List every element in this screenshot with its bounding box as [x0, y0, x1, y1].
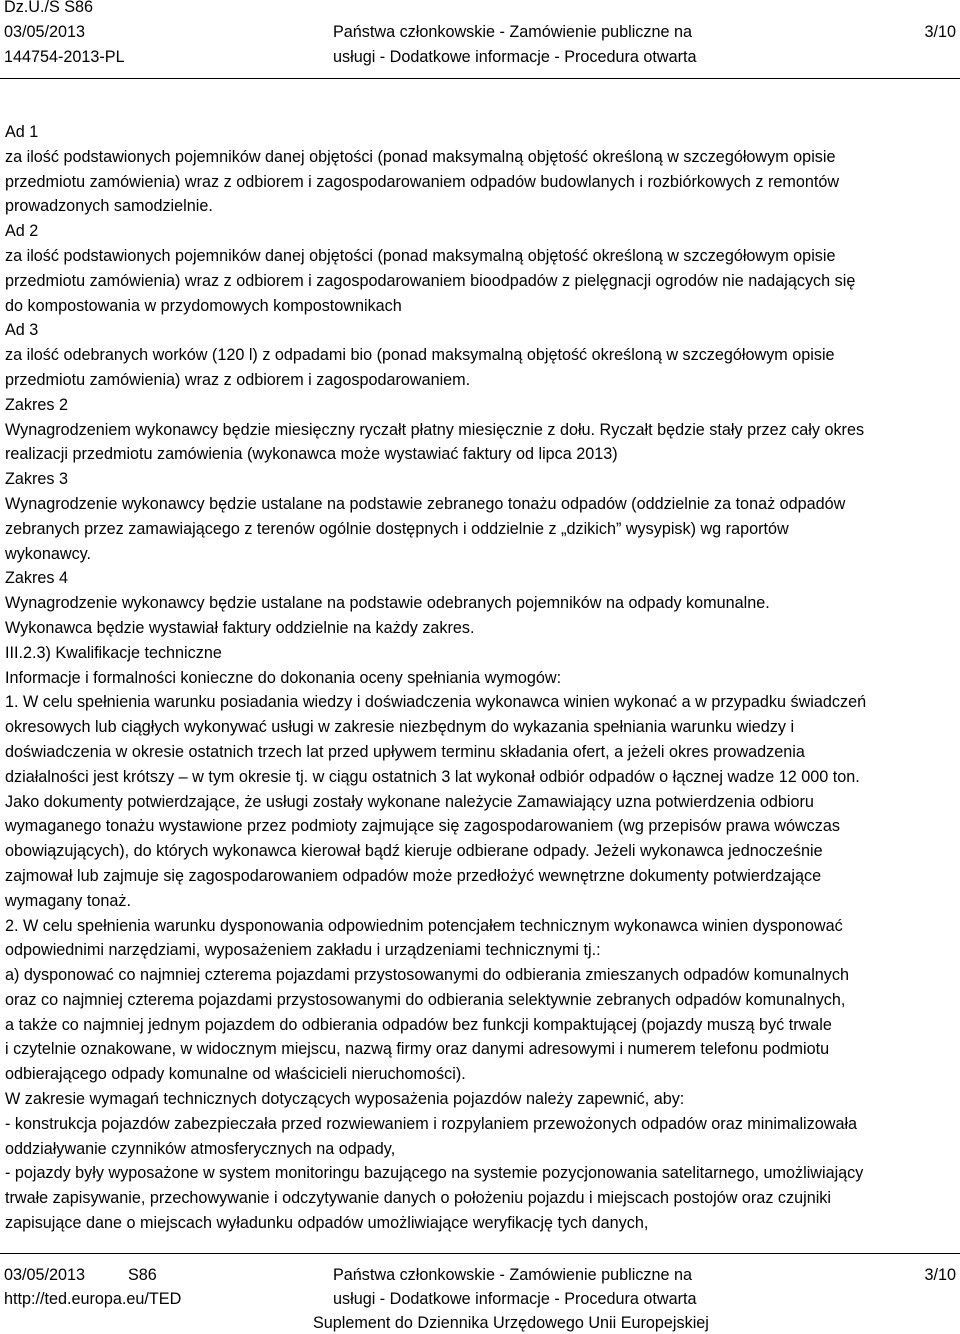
- paragraph: W zakresie wymagań technicznych dotyczących wyposażenia pojazdów należy zapewnić, aby:: [5, 1090, 685, 1109]
- section-heading: III.2.3) Kwalifikacje techniczne: [5, 643, 222, 662]
- document-body: [5, 120, 945, 1236]
- paragraph: Wynagrodzeniem wykonawcy będzie miesięczny ryczałt płatny miesięcznie z dołu. Ryczałt będzie stały przez cały okres realizacji przedmiotu zamówienia (wykonawca może wystawiać faktury od lipca 2013): [5, 420, 865, 464]
- footer-date: 03/05/2013: [4, 1266, 86, 1284]
- header-page-number: 3/10: [924, 23, 956, 41]
- paragraph: - konstrukcja pojazdów zabezpieczała przed rozwiewaniem i rozpylaniem przewożonych odpadów oraz minimalizowała oddziaływanie czynników atmosferycznych na odpady,: [5, 1114, 858, 1158]
- paragraph: Ad 1: [5, 123, 39, 141]
- paragraph: a) dysponować co najmniej czterema pojazdami przystosowanymi do odbierania zmieszanych odpadów komunalnych oraz co najmniej czterema pojazdami przystosowanymi do odbierania selektywnie zebranych odpadów komunalnych, a także co najmniej jednym pojazdem do odbierania odpadów bez funkcji kompaktującej (pojazdy muszą być trwale i czytelnie oznakowane, w widocznym miejscu, nazwą firmy oraz danymi adresowymi i numerem telefonu podmiotu odbierającego odpady komunalne od właścicieli nieruchomości).: [5, 966, 849, 1084]
- footer-series: S86: [128, 1266, 157, 1284]
- paragraph: 2. W celu spełnienia warunku dysponowania odpowiednim potencjałem technicznym wykonawca winien dysponować odpowiednimi narzędziami, wyposażeniem zakładu i urządzeniami technicznymi tj.:: [5, 916, 843, 960]
- footer-title-line2: usługi - Dodatkowe informacje - Procedura otwarta: [333, 1290, 697, 1308]
- footer-rule: [0, 1253, 960, 1254]
- header-title-line2: usługi - Dodatkowe informacje - Procedura otwarta: [333, 48, 697, 66]
- paragraph: Zakres 2: [5, 395, 68, 414]
- header-notice-id: 144754-2013-PL: [4, 48, 125, 66]
- paragraph: Wykonawca będzie wystawiał faktury oddzielnie na każdy zakres.: [5, 618, 475, 637]
- paragraph: Zakres 3: [5, 470, 68, 489]
- paragraph: za ilość podstawionych pojemników danej objętości (ponad maksymalną objętość określoną w szczegółowym opisie przedmiotu zamówienia) wraz z odbiorem i zagospodarowaniem bioodpadów z pielęgnacji ogrodów nie nadających się do kompostowania w przydomowych kompostownikach: [5, 246, 856, 315]
- footer-url-link[interactable]: http://ted.europa.eu/TED: [4, 1290, 182, 1308]
- footer-title-line3: Suplement do Dziennika Urzędowego Unii Europejskiej: [313, 1314, 709, 1332]
- paragraph: za ilość odebranych worków (120 l) z odpadami bio (ponad maksymalną objętość określoną w szczegółowym opisie przedmiotu zamówienia) wraz z odbiorem i zagospodarowaniem.: [5, 346, 835, 389]
- header-date: 03/05/2013: [4, 23, 86, 41]
- paragraph: 1. W celu spełnienia warunku posiadania wiedzy i doświadczenia wykonawca winien wykonać a w przypadku świadczeń okresowych lub ciągłych wykonywać usługi w zakresie niezbędnym do wykazania spełniania warunku wiedzy i doświadczenia w okresie ostatnich trzech lat przed upływem terminu składania ofert, a jeżeli okres prowadzenia działalności jest krótszy – w tym okresie tj. w ciągu ostatnich 3 lat wykonał odbiór odpadów o łącznej wadze 12 000 ton. Jako dokumenty potwierdzające, że usługi zostały wykonane należycie Zamawiający uzna potwierdzenia odbioru wymaganego tonażu wystawione przez podmioty zajmujące się zagospodarowaniem (wg przepisów prawa wówczas obowiązujących), do których wykonawca kierował bądź kieruje odbierane odpady. Jeżeli wykonawca jednocześnie zajmował lub zajmuje się zagospodarowaniem odpadów może przedłożyć wewnętrzne dokumenty potwierdzające wymagany tonaż.: [5, 693, 867, 910]
- header-title-line1: Państwa członkowskie - Zamówienie publiczne na: [333, 23, 692, 41]
- paragraph: Wynagrodzenie wykonawcy będzie ustalane na podstawie odebranych pojemników na odpady komunalne.: [5, 594, 770, 613]
- paragraph: Informacje i formalności konieczne do dokonania oceny spełniania wymogów:: [5, 668, 562, 687]
- paragraph: za ilość podstawionych pojemników danej objętości (ponad maksymalną objętość określoną w szczegółowym opisie przedmiotu zamówienia) wraz z odbiorem i zagospodarowaniem odpadów budowlanych i rozbiórkowych z remontów prowadzonych samodzielnie.: [5, 147, 840, 216]
- paragraph: Ad 3: [5, 321, 39, 340]
- header-doc-ref: Dz.U./S S86: [4, 0, 94, 16]
- paragraph: Zakres 4: [5, 569, 68, 588]
- header-rule: [0, 78, 960, 79]
- footer-title-line1: Państwa członkowskie - Zamówienie publiczne na: [333, 1266, 692, 1284]
- paragraph: Ad 2: [5, 222, 39, 241]
- footer-page-number: 3/10: [924, 1266, 956, 1284]
- paragraph: - pojazdy były wyposażone w system monitoringu bazującego na systemie pozycjonowania satelitarnego, umożliwiający trwałe zapisywanie, przechowywanie i odczytywanie danych o położeniu pojazdu i miejscach postojów oraz czujniki zapisujące dane o miejscach wyładunku odpadów umożliwiające weryfikację tych danych,: [5, 1164, 864, 1233]
- paragraph: Wynagrodzenie wykonawcy będzie ustalane na podstawie zebranego tonażu odpadów (oddzielnie za tonaż odpadów zebranych przez zamawiającego z terenów ogólnie dostępnych i oddzielnie z „dzikich” wysypisk) wg raportów wykonawcy.: [5, 494, 846, 563]
